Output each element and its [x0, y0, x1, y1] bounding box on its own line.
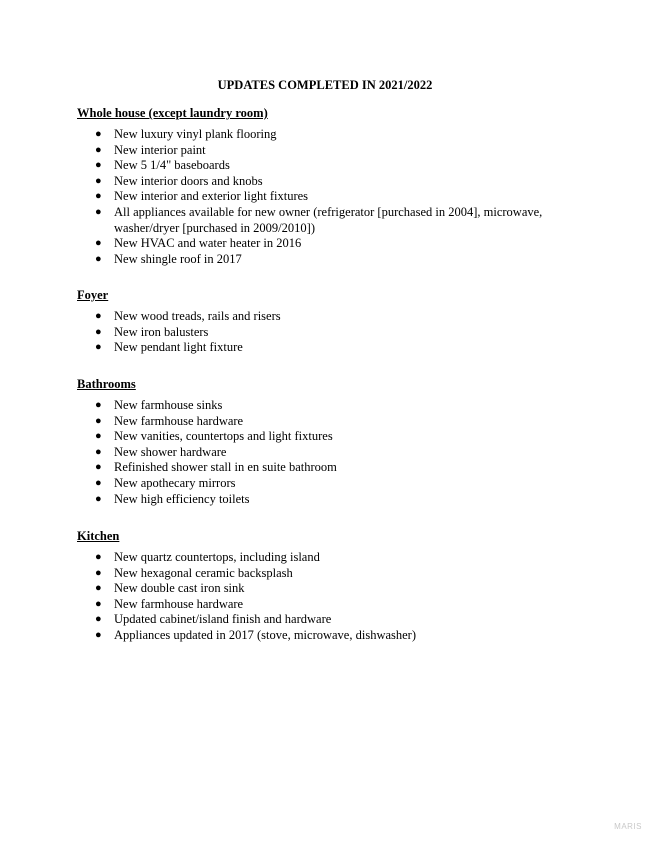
watermark: MARIS — [614, 822, 642, 831]
document-title: UPDATES COMPLETED IN 2021/2022 — [217, 78, 433, 92]
list-item — [77, 398, 597, 414]
list-item-text: New vanities, countertops and light fixtures — [114, 429, 333, 444]
bullet-icon: ● — [95, 445, 102, 458]
bullet-icon: ● — [95, 310, 102, 322]
bullet-icon: ● — [95, 341, 102, 354]
list-item-text: New farmhouse hardware — [114, 413, 244, 428]
list-item-text: New apothecary mirrors — [114, 475, 236, 490]
list-item-text: New 5 1/4" baseboards — [114, 158, 230, 173]
list-item — [77, 158, 597, 174]
section-whole-house — [77, 105, 597, 267]
list-item-text: New high efficiency toilets — [114, 491, 250, 506]
section-bathrooms — [77, 376, 597, 507]
list-item — [77, 340, 597, 356]
list-item-text: New farmhouse sinks — [114, 398, 223, 412]
bullet-list — [77, 550, 597, 644]
list-item — [77, 143, 597, 159]
bullet-icon: ● — [95, 190, 102, 203]
list-item — [77, 429, 597, 445]
list-item — [77, 628, 597, 644]
bullet-icon: ● — [95, 143, 102, 156]
list-item — [77, 309, 597, 325]
bullet-icon: ● — [95, 566, 102, 579]
list-item-text: Refinished shower stall in en suite bathroom — [114, 460, 337, 475]
list-item — [77, 325, 597, 341]
bullet-icon: ● — [95, 399, 102, 411]
list-item — [77, 445, 597, 461]
bullet-icon: ● — [95, 461, 102, 474]
list-item — [77, 205, 597, 236]
list-item — [77, 127, 597, 143]
list-item-text: New pendant light fixture — [114, 340, 243, 355]
list-item-text: Updated cabinet/island finish and hardware — [114, 612, 332, 627]
list-item-text: New interior and exterior light fixtures — [114, 189, 309, 204]
bullet-icon: ● — [95, 492, 102, 505]
section-heading: Foyer — [77, 288, 109, 302]
list-item-text: New luxury vinyl plank flooring — [114, 127, 277, 141]
list-item — [77, 236, 597, 252]
list-item-text: New wood treads, rails and risers — [114, 309, 281, 323]
section-heading: Kitchen — [77, 529, 120, 543]
list-item — [77, 252, 597, 268]
section-kitchen — [77, 528, 597, 644]
list-item — [77, 492, 597, 508]
bullet-icon: ● — [95, 582, 102, 595]
section-foyer — [77, 287, 597, 356]
bullet-icon: ● — [95, 325, 102, 338]
bullet-icon: ● — [95, 128, 102, 140]
list-item-text: New double cast iron sink — [114, 581, 245, 596]
list-item — [77, 460, 597, 476]
list-item — [77, 476, 597, 492]
bullet-list — [77, 398, 597, 507]
list-item-text: New shower hardware — [114, 444, 227, 459]
list-item-text: New quartz countertops, including island — [114, 550, 320, 564]
list-item — [77, 414, 597, 430]
section-heading: Bathrooms — [77, 377, 136, 391]
list-item-text: New farmhouse hardware — [114, 596, 244, 611]
bullet-list — [77, 309, 597, 356]
bullet-icon: ● — [95, 430, 102, 443]
bullet-icon: ● — [95, 613, 102, 626]
bullet-icon: ● — [95, 159, 102, 172]
list-item-text: Appliances updated in 2017 (stove, microwave, dishwasher) — [114, 627, 417, 642]
list-item — [77, 550, 597, 566]
bullet-icon: ● — [95, 252, 102, 265]
list-item-text: New interior paint — [114, 142, 206, 157]
list-item — [77, 189, 597, 205]
bullet-icon: ● — [95, 174, 102, 187]
list-item-text: New shingle roof in 2017 — [114, 251, 242, 266]
list-item — [77, 566, 597, 582]
list-item — [77, 581, 597, 597]
bullet-icon: ● — [95, 476, 102, 489]
bullet-icon: ● — [95, 414, 102, 427]
list-item — [77, 597, 597, 613]
list-item — [77, 612, 597, 628]
list-item-text: New HVAC and water heater in 2016 — [114, 236, 302, 251]
list-item-text: New iron balusters — [114, 324, 209, 339]
bullet-icon: ● — [95, 597, 102, 610]
bullet-icon: ● — [95, 205, 102, 218]
list-item-text: All appliances available for new owner (refrigerator [purchased in 2004], microwave, washer/dryer [purchased in 2009/2010]) — [114, 204, 543, 235]
section-heading: Whole house (except laundry room) — [77, 106, 268, 120]
bullet-icon: ● — [95, 237, 102, 250]
bullet-icon: ● — [95, 551, 102, 563]
bullet-icon: ● — [95, 628, 102, 641]
bullet-list — [77, 127, 597, 267]
list-item-text: New hexagonal ceramic backsplash — [114, 565, 293, 580]
list-item-text: New interior doors and knobs — [114, 173, 263, 188]
list-item — [77, 174, 597, 190]
